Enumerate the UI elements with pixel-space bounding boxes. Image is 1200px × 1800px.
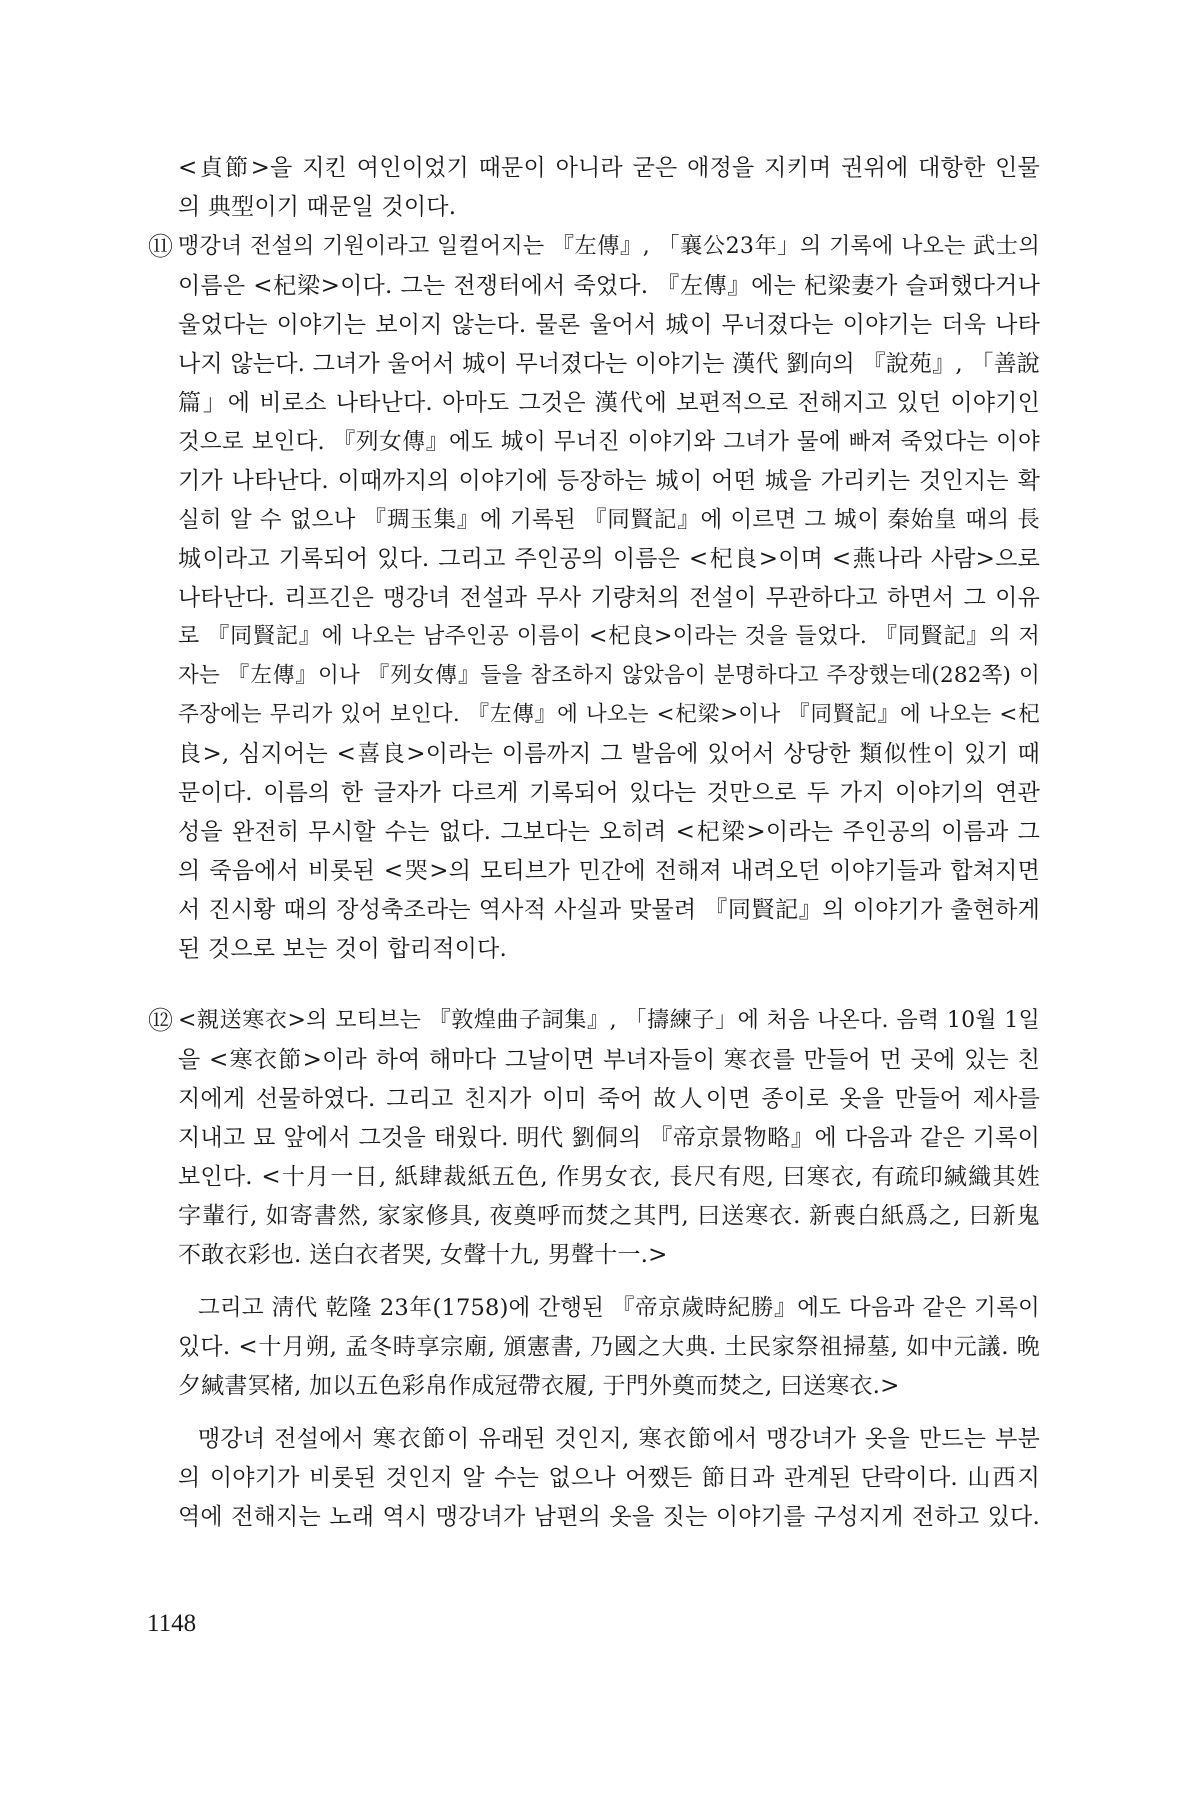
text-line: 있다. <十月朔, 孟冬時享宗廟, 頒憲書, 乃國之大典. 土民家祭祖掃墓, 如中元議. 晩 [178,1334,1040,1360]
text-line: 성을 완전히 무시할 수는 없다. 그보다는 오히려 <杞梁>이라는 주인공의 이름과 그 [178,819,1040,845]
text-line: 篇」에 비로소 나타난다. 아마도 그것은 漢代에 보편적으로 전해지고 있던 이야기인 [178,390,1040,416]
text-line: 不敢衣彩也. 送白衣者哭, 女聲十九, 男聲十一.> [178,1242,668,1268]
footnote-marker-12: ⑫ [148,1006,174,1035]
footnote-marker-11: ⑪ [148,232,174,261]
text-line: <貞節>을 지킨 여인이었기 때문이 아니라 굳은 애정을 지키며 권위에 대항한 인물 [178,155,1040,181]
text-line: 의 典型이기 때문일 것이다. [178,194,457,220]
text-line: 역에 전해지는 노래 역시 맹강녀가 남편의 옷을 짓는 이야기를 구성지게 전하고 있다. [178,1504,1040,1530]
text-line: 지내고 묘 앞에서 그것을 태웠다. 明代 劉侗의 『帝京景物略』에 다음과 같은 기록이 [178,1125,1040,1151]
text-line: 것으로 보인다. 『列女傳』에도 城이 무너진 이야기와 그녀가 물에 빠져 죽었다는 이야 [178,429,1040,455]
text-line: 로 『同賢記』에 나오는 남주인공 이름이 <杞良>이라는 것을 들었다. 『同賢記』의 저 [178,624,1040,649]
text-line: 良>, 심지어는 <喜良>이라는 이름까지 그 발음에 있어서 상당한 類似性이 있기 때 [178,741,1040,767]
text-line: 나타난다. 리프긴은 맹강녀 전설과 무사 기량처의 전설이 무관하다고 하면서 그 이유 [178,585,1040,611]
text-line: 자는 『左傳』이나 『列女傳』들을 참조하지 않았음이 분명하다고 주장했는데(282쪽) 이 [178,663,1040,688]
text-line: 나지 않는다. 그녀가 울어서 城이 무너졌다는 이야기는 漢代 劉向의 『說苑』, 「善說 [178,351,1040,377]
text-line: 실히 알 수 없으나 『琱玉集』에 기록된 『同賢記』에 이르면 그 城이 秦始皇 때의 長 [178,507,1040,533]
text-line: 보인다. <十月一日, 紙肆裁紙五色, 作男女衣, 長尺有咫, 曰寒衣, 有疏印緘織其姓 [178,1164,1040,1190]
text-line: 맹강녀 전설의 기원이라고 일컬어지는 『左傳』, 「襄公23年」의 기록에 나오는 武士의 [178,234,1040,259]
text-line: 그리고 淸代 乾隆 23年(1758)에 간행된 『帝京歲時紀勝』에도 다음과 같은 기록이 [198,1295,1040,1321]
text-line: 의 이야기가 비롯된 것인지 알 수는 없으나 어쨌든 節日과 관계된 단락이다. 山西지 [178,1465,1040,1491]
text-line: 夕緘書冥楮, 加以五色彩帛作成冠帶衣履, 于門外奠而焚之, 曰送寒衣.> [178,1373,900,1399]
text-line: 맹강녀 전설에서 寒衣節이 유래된 것인지, 寒衣節에서 맹강녀가 옷을 만드는 부분 [198,1426,1040,1452]
text-line: 이름은 <杞梁>이다. 그는 전쟁터에서 죽었다. 『左傳』에는 杞梁妻가 슬퍼했다거나 [178,273,1040,299]
text-line: 울었다는 이야기는 보이지 않는다. 물론 울어서 城이 무너졌다는 이야기는 더욱 나타 [178,312,1040,338]
text-line: 을 <寒衣節>이라 하여 해마다 그날이면 부녀자들이 寒衣를 만들어 먼 곳에 있는 친 [178,1047,1040,1073]
text-line: 서 진시황 때의 장성축조라는 역사적 사실과 맞물려 『同賢記』의 이야기가 출현하게 [178,897,1040,923]
text-line: 의 죽음에서 비롯된 <哭>의 모티브가 민간에 전해져 내려오던 이야기들과 합쳐지면 [178,858,1040,884]
text-line: 城이라고 기록되어 있다. 그리고 주인공의 이름은 <杞良>이며 <燕나라 사람>으로 [178,546,1040,572]
text-line: <親送寒衣>의 모티브는 『敦煌曲子詞集』, 「擣練子」에 처음 나온다. 음력 10월 1일 [178,1008,1040,1033]
text-line: 주장에는 무리가 있어 보인다. 『左傳』에 나오는 <杞梁>이나 『同賢記』에 나오는 <杞 [178,702,1040,727]
text-line: 된 것으로 보는 것이 합리적이다. [178,936,507,962]
page-number: 1148 [147,1610,197,1637]
text-line: 字輩行, 如寄書然, 家家修具, 夜奠呼而焚之其門, 曰送寒衣. 新喪白紙爲之, 曰新鬼 [178,1203,1040,1229]
text-line: 지에게 선물하였다. 그리고 친지가 이미 죽어 故人이면 종이로 옷을 만들어 제사를 [178,1086,1040,1112]
text-line: 기가 나타난다. 이때까지의 이야기에 등장하는 城이 어떤 城을 가리키는 것인지는 확 [178,468,1040,494]
text-line: 문이다. 이름의 한 글자가 다르게 기록되어 있다는 것만으로 두 가지 이야기의 연관 [178,780,1040,806]
